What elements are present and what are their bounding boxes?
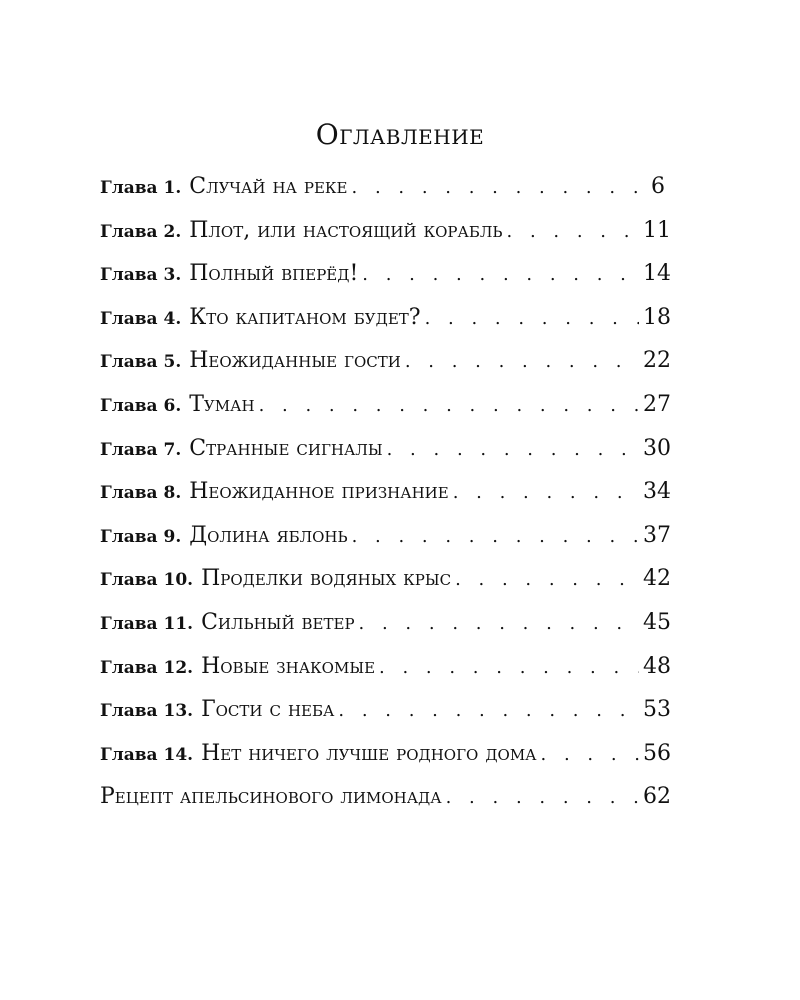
toc-entry-chapter-7[interactable] xyxy=(100,435,671,480)
page-number: 42 xyxy=(643,566,671,592)
page-number: 27 xyxy=(643,391,671,417)
toc-entry-chapter-12[interactable] xyxy=(100,653,671,698)
dot-leader xyxy=(387,439,639,460)
chapter-label: Глава 11. xyxy=(100,613,194,634)
toc-entry-chapter-5[interactable] xyxy=(100,348,671,392)
dot-leader xyxy=(362,264,639,285)
toc-entry-chapter-1[interactable] xyxy=(100,174,665,218)
page-number: 56 xyxy=(643,740,671,766)
dot-leader xyxy=(541,744,639,765)
dot-leader xyxy=(507,221,639,242)
page-number: 37 xyxy=(643,522,671,548)
chapter-label: Глава 4. xyxy=(100,308,182,329)
chapter-title: Туман xyxy=(189,391,255,417)
dot-leader xyxy=(259,395,639,416)
page-number: 45 xyxy=(643,609,671,635)
chapter-title: Полный вперёд! xyxy=(189,261,359,287)
page-number: 62 xyxy=(643,784,671,810)
recipe-title: Рецепт апельсинового лимонада xyxy=(100,784,442,810)
chapter-label: Глава 12. xyxy=(100,657,194,678)
toc-entry-chapter-3[interactable] xyxy=(100,261,671,305)
page-number: 11 xyxy=(643,217,671,243)
chapter-label: Глава 3. xyxy=(100,265,182,286)
dot-leader xyxy=(455,569,639,590)
chapter-title: Кто капитаном будет? xyxy=(189,304,421,330)
chapter-title: Проделки водяных крыс xyxy=(201,566,452,592)
dot-leader xyxy=(453,482,639,503)
dot-leader xyxy=(379,657,639,678)
chapter-title: Случай на реке xyxy=(189,174,348,199)
toc-entry-chapter-6[interactable] xyxy=(100,391,671,436)
dot-leader xyxy=(338,700,639,721)
chapter-title: Сильный ветер xyxy=(201,609,355,635)
chapter-label: Глава 2. xyxy=(100,221,182,242)
chapter-label: Глава 7. xyxy=(100,439,182,460)
chapter-title: Нет ничего лучше родного дома xyxy=(201,740,537,766)
chapter-label: Глава 5. xyxy=(100,352,182,373)
dot-leader xyxy=(425,308,639,329)
page-number: 30 xyxy=(643,435,671,461)
toc-entry-chapter-2[interactable] xyxy=(100,217,671,262)
dot-leader xyxy=(359,613,639,634)
chapter-label: Глава 1. xyxy=(100,178,182,198)
chapter-title: Новые знакомые xyxy=(201,653,376,679)
chapter-label: Глава 13. xyxy=(100,701,194,722)
page-title: Оглавление xyxy=(315,118,485,151)
toc-entry-recipe[interactable] xyxy=(100,784,671,828)
toc-entry-chapter-13[interactable] xyxy=(100,697,671,741)
chapter-title: Странные сигналы xyxy=(189,435,383,461)
toc-entry-chapter-11[interactable] xyxy=(100,609,671,654)
chapter-title: Гости с неба xyxy=(201,697,335,723)
page-number: 22 xyxy=(643,348,671,374)
toc-entry-chapter-8[interactable] xyxy=(100,479,671,523)
chapter-title: Плот, или настоящий корабль xyxy=(189,217,503,243)
page-number: 6 xyxy=(651,174,665,199)
chapter-label: Глава 10. xyxy=(100,570,194,591)
toc-entry-chapter-14[interactable] xyxy=(100,740,671,785)
dot-leader xyxy=(352,177,640,198)
table-of-contents xyxy=(100,174,671,828)
page-number: 53 xyxy=(643,697,671,723)
page-number: 14 xyxy=(643,261,671,287)
toc-entry-chapter-10[interactable] xyxy=(100,566,671,610)
chapter-label: Глава 9. xyxy=(100,526,182,547)
chapter-label: Глава 8. xyxy=(100,483,182,504)
toc-entry-chapter-4[interactable] xyxy=(100,304,671,349)
page-number: 34 xyxy=(643,479,671,505)
dot-leader xyxy=(446,787,639,808)
chapter-title: Долина яблонь xyxy=(189,522,348,548)
dot-leader xyxy=(352,526,639,547)
chapter-label: Глава 14. xyxy=(100,744,194,765)
toc-entry-chapter-9[interactable] xyxy=(100,522,671,567)
chapter-title: Неожиданное признание xyxy=(189,479,449,505)
dot-leader xyxy=(405,351,639,372)
page-number: 48 xyxy=(643,653,671,679)
chapter-title: Неожиданные гости xyxy=(189,348,401,374)
chapter-label: Глава 6. xyxy=(100,395,182,416)
page-number: 18 xyxy=(643,304,671,330)
